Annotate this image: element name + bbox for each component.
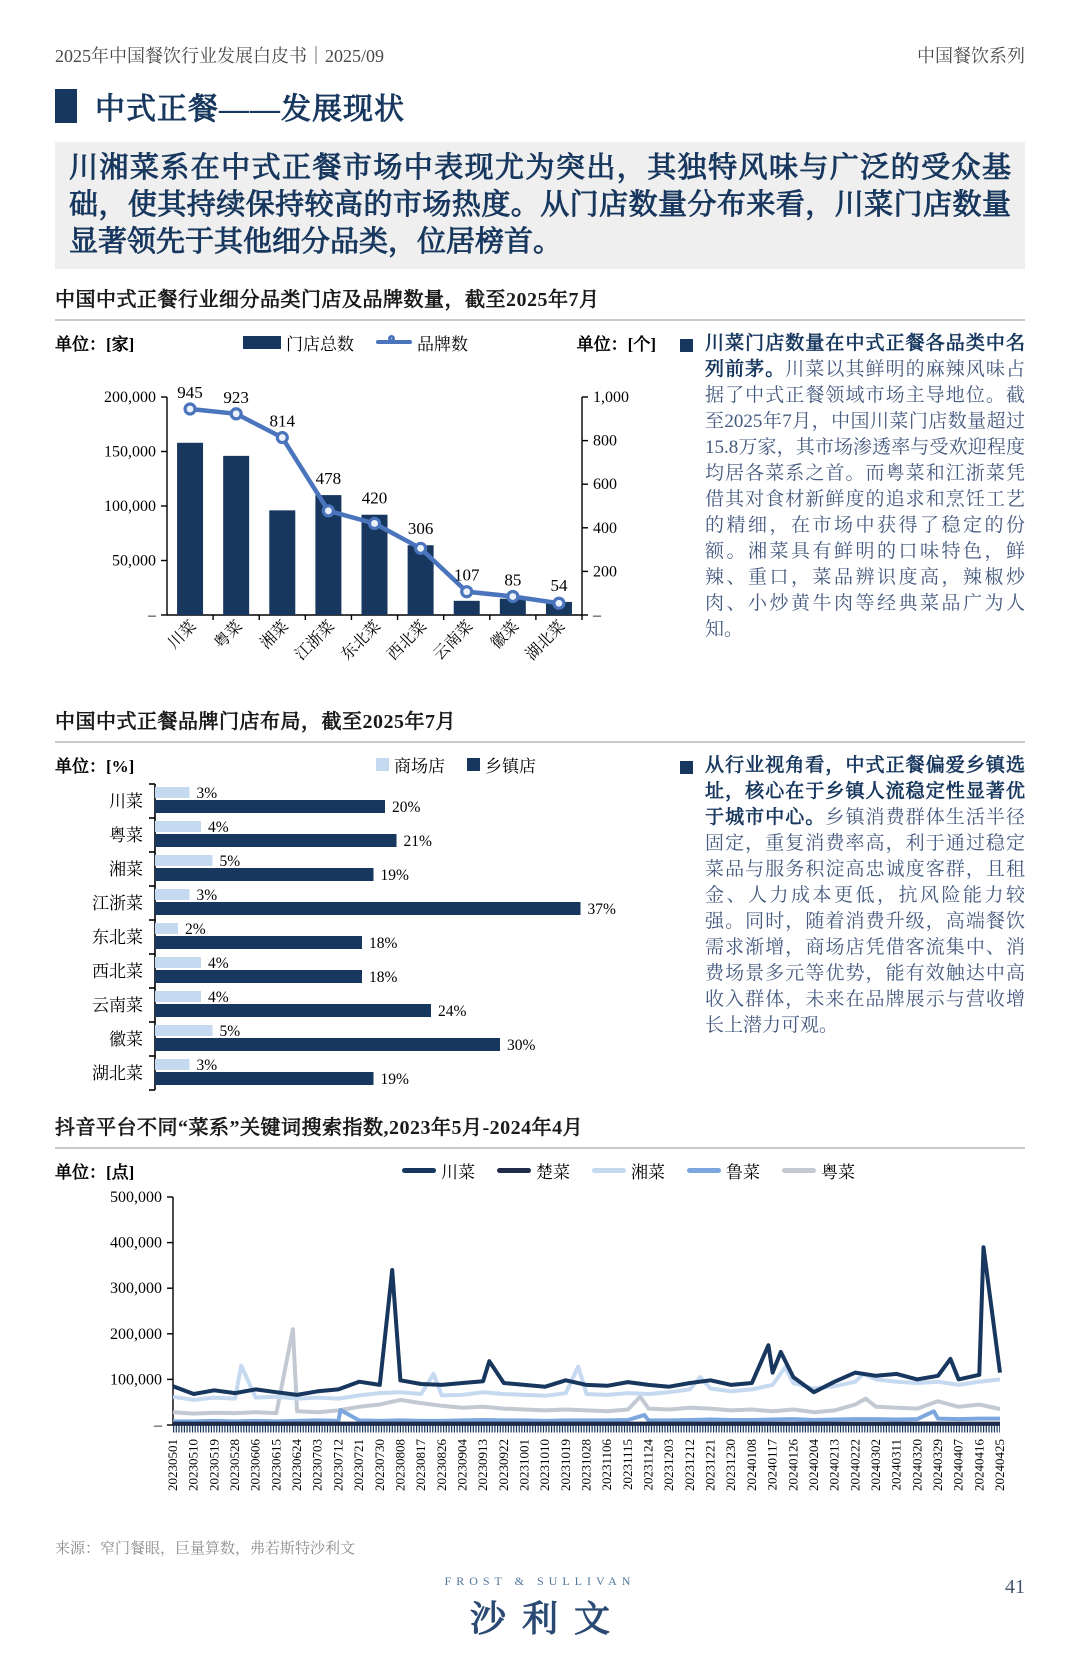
svg-text:20231124: 20231124: [640, 1439, 656, 1491]
chart3-legend: [402, 1158, 855, 1183]
legend-item-stores: [243, 330, 354, 355]
title-rule: [55, 741, 1025, 743]
svg-text:200,000: 200,000: [110, 1325, 162, 1343]
svg-text:20230606: 20230606: [247, 1439, 263, 1491]
svg-text:2%: 2%: [185, 921, 206, 938]
legend-item-yuecai: [782, 1158, 855, 1183]
svg-text:54: 54: [550, 575, 568, 595]
svg-text:20240222: 20240222: [847, 1439, 863, 1491]
svg-text:–: –: [148, 607, 156, 624]
bar-swatch-icon: [243, 336, 281, 349]
svg-text:川菜: 川菜: [109, 792, 143, 811]
chart3-plot: [55, 1185, 1025, 1527]
svg-text:粤菜: 粤菜: [211, 617, 246, 653]
note2-bold: 从行业视角看，中式正餐偏爱乡镇选址，核心在于乡镇人流稳定性显著优于城市中心。: [705, 755, 1025, 828]
svg-text:814: 814: [269, 411, 296, 431]
bullet-square-icon: [680, 339, 693, 352]
svg-text:20240329: 20240329: [929, 1439, 945, 1491]
svg-text:东北菜: 东北菜: [338, 617, 385, 664]
legend-item-brands: [376, 330, 468, 355]
chart1-unit-left: 单位：[家]: [55, 334, 135, 354]
bullet-square-icon: [680, 761, 693, 774]
chart1-canvas: [55, 357, 656, 691]
svg-text:20240416: 20240416: [971, 1439, 987, 1491]
svg-text:20230703: 20230703: [309, 1439, 325, 1491]
legend-label: 粤菜: [821, 1162, 855, 1182]
svg-text:徽菜: 徽菜: [109, 1030, 143, 1049]
header-left: 2025年中国餐饮行业发展白皮书｜2025/09: [55, 46, 384, 66]
svg-text:20230510: 20230510: [185, 1439, 201, 1491]
svg-text:20240311: 20240311: [888, 1439, 904, 1491]
legend-label: 鲁菜: [726, 1162, 760, 1182]
svg-text:5%: 5%: [219, 853, 241, 870]
svg-text:云南菜: 云南菜: [92, 996, 143, 1015]
chart2-column: [55, 749, 656, 1097]
highlight-banner: 川湘菜系在中式正餐市场中表现尤为突出，其独特风味与广泛的受众基础，使其持续保持较高的市场热度。从门店数量分布来看，川菜门店数量显著领先于其他细分品类，位居榜首。: [55, 142, 1025, 269]
svg-text:800: 800: [593, 432, 617, 450]
chart2-canvas: [55, 779, 656, 1097]
svg-text:–: –: [154, 1417, 162, 1434]
svg-text:20231010: 20231010: [537, 1439, 553, 1491]
svg-text:400: 400: [593, 519, 617, 537]
svg-text:306: 306: [407, 519, 434, 539]
svg-text:20230712: 20230712: [330, 1439, 346, 1491]
svg-text:4%: 4%: [208, 955, 229, 972]
svg-text:20240117: 20240117: [764, 1439, 780, 1491]
bullet-note-1: [680, 331, 1025, 643]
svg-text:20240213: 20240213: [826, 1439, 842, 1491]
svg-text:湖北菜: 湖北菜: [92, 1064, 143, 1083]
chart1-plot: [55, 357, 656, 691]
page-header: [55, 42, 1025, 68]
svg-text:20%: 20%: [392, 799, 421, 816]
title-rule: [55, 319, 1025, 321]
chucai-line-swatch-icon: [497, 1168, 531, 1173]
legend-item-xiangcai: [592, 1158, 665, 1183]
svg-text:20231019: 20231019: [557, 1439, 573, 1491]
svg-text:20230808: 20230808: [392, 1439, 408, 1491]
source-note: 来源：窄门餐眼，巨量算数，弗若斯特沙利文: [55, 1541, 356, 1557]
page-footer: [55, 1574, 1025, 1664]
svg-text:37%: 37%: [587, 901, 616, 918]
series-粤菜: [173, 1329, 1000, 1413]
chart2-unit: 单位：[%]: [55, 756, 135, 776]
svg-text:云南菜: 云南菜: [430, 617, 477, 664]
legend-label: 湘菜: [631, 1162, 665, 1182]
chart3-unit: 单位：[点]: [55, 1162, 135, 1182]
title-square-marker: [55, 89, 77, 123]
xiangcai-line-swatch-icon: [592, 1168, 626, 1173]
chart2-section: [55, 705, 1025, 1097]
svg-text:4%: 4%: [208, 819, 229, 836]
legend-label: 川菜: [441, 1162, 475, 1182]
svg-text:50,000: 50,000: [112, 552, 156, 570]
svg-text:20240108: 20240108: [743, 1439, 759, 1491]
svg-text:湘菜: 湘菜: [109, 860, 143, 879]
svg-text:85: 85: [504, 570, 522, 590]
svg-text:20231001: 20231001: [516, 1439, 532, 1491]
svg-text:21%: 21%: [403, 833, 432, 850]
page-number: 41: [1005, 1576, 1025, 1598]
header-right: 中国餐饮系列: [917, 46, 1025, 66]
chart1-column: [55, 327, 656, 691]
note1-text: 川菜以其鲜明的麻辣风味占据了中式正餐领域市场主导地位。截至2025年7月，中国川菜门店数量超过15.8万家，其市场渗透率与受欢迎程度均居各菜系之首。而粤菜和江浙菜凭借其对食材新鲜度的追求和烹饪工艺的精细，在市场中获得了稳定的份额。湘菜具有鲜明的口味特色，鲜辣、重口，菜品辨识度高，辣椒炒肉、小炒黄牛肉等经典菜品广为人知。: [705, 359, 1025, 640]
svg-text:420: 420: [361, 488, 388, 508]
chuancai-line-swatch-icon: [402, 1168, 436, 1173]
note1-bold: 川菜门店数量在中式正餐各品类中名列前茅。: [705, 333, 1025, 380]
svg-text:20231115: 20231115: [619, 1439, 635, 1491]
svg-text:20231221: 20231221: [702, 1439, 718, 1491]
svg-text:粤菜: 粤菜: [109, 826, 143, 845]
svg-text:19%: 19%: [380, 1071, 409, 1088]
svg-text:20230624: 20230624: [289, 1439, 305, 1491]
svg-text:20230922: 20230922: [495, 1439, 511, 1491]
mall-swatch-icon: [376, 758, 389, 771]
svg-text:江浙菜: 江浙菜: [292, 617, 339, 664]
chart3-canvas: [55, 1185, 1015, 1527]
bullet-note-2: [680, 753, 1025, 1039]
yuecai-line-swatch-icon: [782, 1168, 816, 1173]
note2-text: 乡镇消费群体生活半径固定，重复消费率高，利于通过稳定菜品与服务积淀高忠诚度客群，且租金、人力成本更低，抗风险能力较强。同时，随着消费升级，高端餐饮需求渐增，商场店凭借客流集中、消费场景多元等优势，能有效触达中高收入群体，未来在品牌展示与营收增长上潜力可观。: [705, 807, 1025, 1036]
legend-label: 品牌数: [417, 334, 468, 354]
chart1-unit-right: 单位：[个]: [576, 334, 656, 354]
svg-text:20240425: 20240425: [992, 1439, 1007, 1491]
svg-text:20231212: 20231212: [681, 1439, 697, 1491]
logo-cn-text: 沙利文: [469, 1599, 626, 1639]
svg-text:20230826: 20230826: [433, 1439, 449, 1491]
svg-text:西北菜: 西北菜: [92, 962, 143, 981]
svg-text:3%: 3%: [196, 887, 218, 904]
line-marker-swatch-icon: [376, 340, 412, 344]
legend-item-chucai: [497, 1158, 570, 1183]
svg-text:18%: 18%: [369, 935, 398, 952]
chart2-legend: [376, 752, 536, 777]
svg-text:19%: 19%: [380, 867, 409, 884]
svg-text:20240320: 20240320: [909, 1439, 925, 1491]
title-rule: [55, 1147, 1025, 1149]
svg-text:20240302: 20240302: [867, 1439, 883, 1491]
note1-column: [680, 327, 1025, 691]
svg-text:20231028: 20231028: [578, 1439, 594, 1491]
svg-text:20230817: 20230817: [413, 1439, 429, 1491]
svg-text:100,000: 100,000: [110, 1371, 162, 1389]
svg-text:400,000: 400,000: [110, 1234, 162, 1252]
legend-label: 楚菜: [536, 1162, 570, 1182]
legend-label: 门店总数: [286, 334, 354, 354]
svg-text:20231230: 20231230: [723, 1439, 739, 1491]
svg-text:20230904: 20230904: [454, 1439, 470, 1491]
svg-text:300,000: 300,000: [110, 1280, 162, 1298]
svg-text:20230519: 20230519: [206, 1439, 222, 1491]
svg-text:24%: 24%: [438, 1003, 467, 1020]
note2-column: [680, 749, 1025, 1097]
legend-label: 商场店: [394, 756, 445, 776]
frost-sullivan-logo: [410, 1574, 670, 1642]
svg-text:西北菜: 西北菜: [384, 617, 431, 664]
svg-text:30%: 30%: [507, 1037, 536, 1054]
svg-text:5%: 5%: [219, 1023, 241, 1040]
chart1-title: 中国中式正餐行业细分品类门店及品牌数量，截至2025年7月: [55, 289, 600, 311]
page-title: 中式正餐——发展现状: [95, 93, 405, 126]
svg-text:20240126: 20240126: [785, 1439, 801, 1491]
svg-text:3%: 3%: [196, 1057, 218, 1074]
chart1-section: [55, 283, 1025, 691]
svg-text:20240204: 20240204: [805, 1439, 821, 1491]
svg-text:150,000: 150,000: [104, 443, 156, 461]
legend-item-mall: [376, 752, 445, 777]
svg-text:923: 923: [223, 387, 249, 407]
lucai-line-swatch-icon: [687, 1168, 721, 1173]
chart1-legend: [243, 330, 468, 355]
svg-text:20230913: 20230913: [475, 1439, 491, 1491]
svg-text:200: 200: [593, 563, 617, 581]
svg-text:600: 600: [593, 476, 617, 494]
svg-text:18%: 18%: [369, 969, 398, 986]
svg-text:478: 478: [315, 469, 342, 489]
svg-text:20231203: 20231203: [661, 1439, 677, 1491]
svg-text:945: 945: [177, 382, 203, 402]
chart2-plot: [55, 779, 656, 1097]
svg-text:20230615: 20230615: [268, 1439, 284, 1491]
chart3-section: [55, 1111, 1025, 1527]
svg-text:20230528: 20230528: [227, 1439, 243, 1491]
svg-text:江浙菜: 江浙菜: [92, 894, 143, 913]
legend-label: 乡镇店: [485, 756, 536, 776]
svg-text:徽菜: 徽菜: [488, 617, 523, 653]
svg-text:–: –: [593, 607, 601, 624]
svg-text:20231106: 20231106: [599, 1439, 615, 1491]
svg-text:20230721: 20230721: [351, 1439, 367, 1491]
svg-text:20230730: 20230730: [371, 1439, 387, 1491]
chart3-title: 抖音平台不同“菜系”关键词搜索指数,2023年5月-2024年4月: [55, 1117, 584, 1139]
svg-text:4%: 4%: [208, 989, 229, 1006]
svg-text:湖北菜: 湖北菜: [522, 617, 569, 664]
svg-text:20230501: 20230501: [165, 1439, 180, 1491]
svg-text:200,000: 200,000: [104, 389, 156, 406]
township-swatch-icon: [467, 758, 480, 771]
section-title-row: [55, 84, 1025, 128]
logo-latin-text: FROST & SULLIVAN: [444, 1574, 636, 1588]
chart2-title: 中国中式正餐品牌门店布局，截至2025年7月: [55, 711, 456, 733]
legend-item-township: [467, 752, 536, 777]
svg-text:1,000: 1,000: [593, 389, 629, 406]
svg-text:20240407: 20240407: [950, 1439, 966, 1491]
svg-text:100,000: 100,000: [104, 498, 156, 515]
svg-text:东北菜: 东北菜: [92, 928, 143, 947]
svg-text:湘菜: 湘菜: [257, 617, 293, 653]
legend-item-lucai: [687, 1158, 760, 1183]
svg-text:川菜: 川菜: [165, 617, 200, 653]
legend-item-chuancai: [402, 1158, 475, 1183]
svg-text:500,000: 500,000: [110, 1189, 162, 1206]
svg-text:107: 107: [453, 565, 480, 585]
svg-text:3%: 3%: [196, 785, 218, 802]
